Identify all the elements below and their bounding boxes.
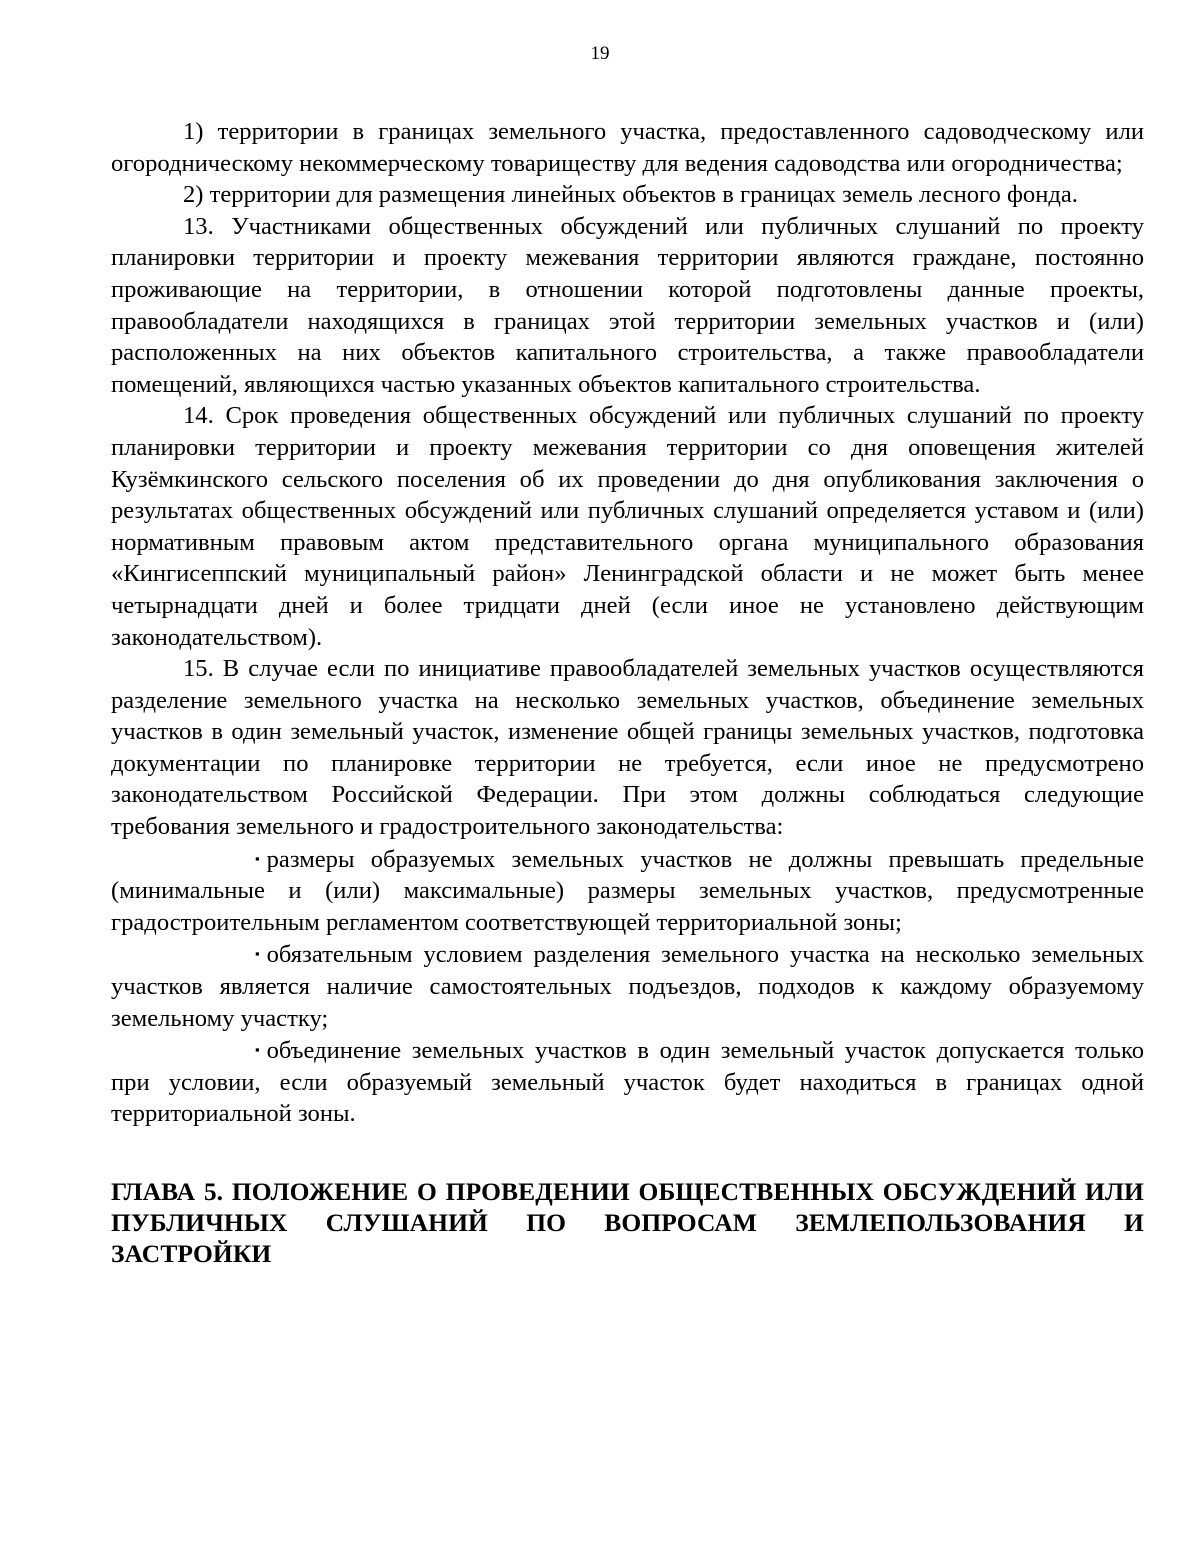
paragraph-item-2: 2) территории для размещения линейных объектов в границах земель лесного фонда. bbox=[183, 181, 1078, 209]
bullet-text: размеры образуемых земельных участков не должны превышать предельные (минимальные и (или) максимальные) размеры земельных участков, предусмотренные градостроительным регламентом соответствующей территориальной зоны; bbox=[111, 845, 1144, 936]
paragraph-clause-15: 15. В случае если по инициативе правообладателей земельных участков осуществляются разделение земельного участка на несколько земельных участков, объединение земельных участков в один земельный участок, изменение общей границы земельных участков, подготовка документации по планировке территории не требуется, если иное не предусмотрено законодательством Российской Федерации. При этом должны соблюдаться следующие требования земельного и градостроительного законодательства: bbox=[111, 655, 1144, 841]
document-body bbox=[111, 116, 1144, 1269]
bullet-text: обязательным условием разделения земельного участка на несколько земельных участков является наличие самостоятельных подъездов, подходов к каждому образуемому земельному участку; bbox=[111, 941, 1144, 1032]
paragraph-clause-13: 13. Участниками общественных обсуждений или публичных слушаний по проекту планировки территории и проекту межевания территории являются граждане, постоянно проживающие на территории, в отношении которой подготовлены данные проекты, правообладатели находящихся в границах этой территории земельных участков и (или) расположенных на них объектов капитального строительства, а также правообладатели помещений, являющихся частью указанных объектов капитального строительства. bbox=[111, 212, 1144, 398]
chapter-heading: ГЛАВА 5. ПОЛОЖЕНИЕ О ПРОВЕДЕНИИ ОБЩЕСТВЕННЫХ ОБСУЖДЕНИЙ ИЛИ ПУБЛИЧНЫХ СЛУШАНИЙ ПО ВОПРОСАМ ЗЕМЛЕПОЛЬЗОВАНИЯ И ЗАСТРОЙКИ bbox=[111, 1177, 1144, 1268]
bullet-item-1 bbox=[111, 843, 1144, 939]
bullet-item-3 bbox=[111, 1034, 1144, 1130]
square-bullet-icon: ▪ bbox=[255, 850, 260, 866]
square-bullet-icon: ▪ bbox=[255, 1042, 260, 1058]
paragraph-item-1: 1) территории в границах земельного участка, предоставленного садоводческому или огородническому некоммерческому товариществу для ведения садоводства или огородничества; bbox=[111, 118, 1144, 177]
square-bullet-icon: ▪ bbox=[255, 946, 260, 962]
bullet-item-2 bbox=[111, 938, 1144, 1034]
page-number: 19 bbox=[590, 43, 610, 64]
paragraph-clause-14: 14. Срок проведения общественных обсуждений или публичных слушаний по проекту планировки территории и проекту межевания территории со дня оповещения жителей Кузёмкинского сельского поселения об их проведении до дня опубликования заключения о результатах общественных обсуждений или публичных слушаний определяется уставом и (или) нормативным правовым актом представительного органа муниципального образования «Кингисеппский муниципальный район» Ленинградской области и не может быть менее четырнадцати дней и более тридцати дней (если иное не установлено действующим законодательством). bbox=[111, 402, 1144, 651]
bullet-text: объединение земельных участков в один земельный участок допускается только при условии, если образуемый земельный участок будет находиться в границах одной территориальной зоны. bbox=[111, 1037, 1144, 1128]
